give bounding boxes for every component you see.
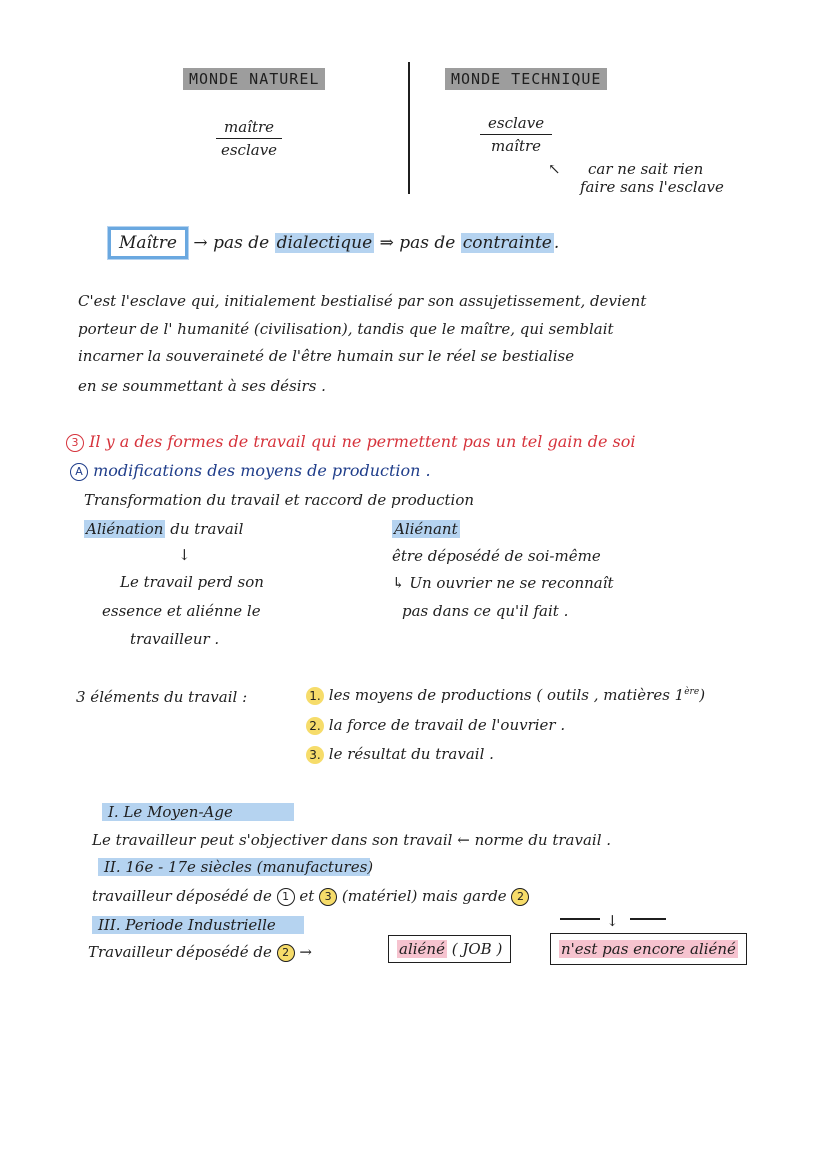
highlight-dialectique: dialectique — [276, 233, 373, 253]
master-end: . — [553, 233, 560, 253]
period-3-box-alienated — [388, 935, 511, 963]
alienant-line-2: ↳ Un ouvrier ne se reconnaît — [392, 574, 614, 592]
header-right-title: MONDE TECHNIQUE — [445, 68, 607, 90]
element-item-2 — [306, 716, 565, 735]
period-2-circle-1: 1 — [277, 888, 295, 906]
arrow-right-icon: → — [193, 233, 208, 253]
alienant-heading — [392, 520, 460, 538]
section-3-number: 3 — [66, 434, 84, 452]
period-3-connector-2 — [630, 918, 666, 920]
element-text-2: la force de travail de l'ouvrier . — [328, 716, 566, 734]
header-divider — [408, 62, 410, 194]
period-3-text: Travailleur déposédé de — [88, 943, 272, 961]
highlight-contrainte: contrainte — [462, 233, 552, 253]
highlight-alienation: Aliénation — [86, 520, 164, 538]
natural-numerator: maître — [216, 118, 282, 139]
master-line — [108, 233, 559, 253]
element-item-3 — [306, 745, 494, 764]
master-text-2: pas de — [399, 233, 456, 253]
technical-note-1: car ne sait rien — [588, 160, 704, 178]
period-2-text-a: travailleur déposédé de — [92, 887, 272, 905]
arrow-up-left-icon: ↖ — [548, 160, 561, 178]
technical-fraction — [480, 114, 552, 155]
master-text-1: pas de — [213, 233, 270, 253]
paragraph-line-3: incarner la souveraineté de l'être humain sur le réel se bestialise — [78, 347, 575, 365]
elements-label: 3 éléments du travail : — [76, 688, 248, 706]
alienation-line-1: Le travail perd son — [120, 573, 264, 591]
alienation-line-2: essence et aliénne le — [102, 602, 261, 620]
element-number-1: 1. — [306, 687, 324, 705]
subsection-a-text: modifications des moyens de production . — [93, 461, 431, 480]
alienation-line-3: travailleur . — [130, 630, 220, 648]
period-3-connector — [560, 918, 600, 920]
alienation-rest: du travail — [170, 520, 244, 538]
down-arrow-icon: ↓ — [178, 546, 191, 564]
period-2-line — [92, 887, 529, 906]
period-2-text-b: (matériel) mais garde — [341, 887, 507, 905]
highlight-not-alienated: n'est pas encore aliéné — [561, 940, 736, 958]
section-3-text: Il y a des formes de travail qui ne permettent pas un tel gain de soi — [89, 432, 636, 451]
job-label: ( JOB ) — [451, 940, 503, 958]
double-arrow-icon: ⇒ — [379, 233, 394, 253]
period-2-label: II. 16e - 17e siècles (manufactures) — [98, 858, 370, 876]
section-3-title — [66, 432, 636, 452]
period-1-label: I. Le Moyen-Age — [102, 803, 294, 821]
element-item-1 — [306, 686, 705, 705]
paragraph-line-2: porteur de l' humanité (civilisation), tandis que le maître, qui semblait — [78, 320, 614, 338]
paragraph-line-1: C'est l'esclave qui, initialement bestialisé par son assujetissement, devient — [78, 292, 647, 310]
technical-numerator: esclave — [480, 114, 552, 135]
period-3-arrow-icon: → — [299, 943, 312, 961]
period-2-circle-2: 2 — [511, 888, 529, 906]
element-number-3: 3. — [306, 746, 324, 764]
element-text-3: le résultat du travail . — [328, 745, 494, 763]
master-box: Maître — [108, 227, 188, 259]
alienant-line-3: pas dans ce qu'il fait . — [402, 602, 569, 620]
technical-denominator: maître — [491, 137, 542, 155]
period-2-circle-3: 3 — [319, 888, 337, 906]
element-after-1: ) — [699, 686, 706, 704]
period-1-line — [92, 831, 611, 849]
transform-line: Transformation du travail et raccord de production — [84, 491, 475, 509]
period-2-and: et — [299, 887, 315, 905]
highlight-alienant: Aliénant — [394, 520, 458, 538]
paragraph-line-4: en se soummettant à ses désirs . — [78, 377, 326, 395]
arrow-left-icon: ← — [457, 831, 470, 849]
header-left-title: MONDE NATUREL — [183, 68, 325, 90]
technical-note-2: faire sans l'esclave — [580, 178, 724, 196]
element-number-2: 2. — [306, 717, 324, 735]
period-3-down-arrow-icon: ↓ — [606, 912, 619, 930]
period-3-circle-2: 2 — [277, 944, 295, 962]
alienant-line-1: être déposédé de soi-même — [392, 547, 601, 565]
element-sup-1: ère — [684, 687, 700, 697]
element-text-1: les moyens de productions ( outils , matières 1 — [328, 686, 685, 704]
period-1-text: Le travailleur peut s'objectiver dans son travail — [92, 831, 453, 849]
subsection-a-letter: A — [70, 463, 88, 481]
highlight-aliene: aliéné — [399, 940, 445, 958]
subsection-a — [70, 461, 431, 481]
natural-denominator: esclave — [220, 141, 278, 159]
alienation-heading — [84, 520, 243, 538]
natural-fraction — [216, 118, 282, 159]
period-3-box-not-alienated — [550, 933, 747, 965]
period-1-note: norme du travail . — [474, 831, 612, 849]
period-3-label: III. Periode Industrielle — [92, 916, 304, 934]
period-3-line — [88, 943, 312, 962]
